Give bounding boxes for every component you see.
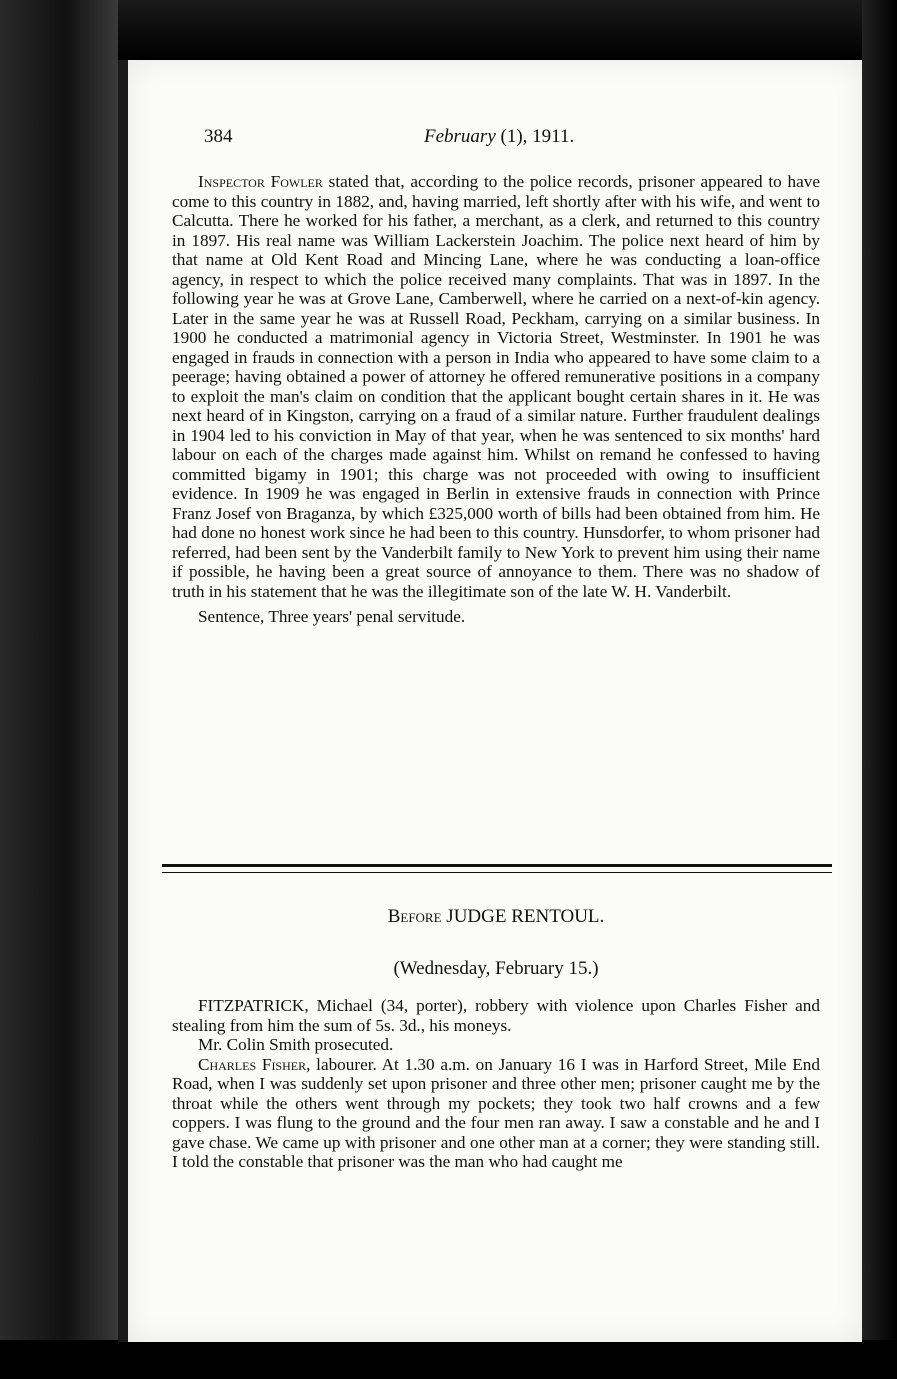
scan-top-edge — [0, 0, 897, 60]
police-record-text: stated that, according to the police records, prisoner appeared to have come to this country in 1882, and, having married, left shortly after with his wife, and went to Calcutta. There he worked for his father, a merchant, as a clerk, and returned to this country in 1897. His real name was William Lackerstein Joachim. The police next heard of him by that name at Old Kent Road and Mincing Lane, where he was conducting a loan-office agency, in respect to which the police received many complaints. That was in 1897. In the following year he was at Grove Lane, Camberwell, where he carried on a next-of-kin agency. Later in the same year he was at Russell Road, Peckham, carrying on a similar business. In 1900 he conducted a matrimonial agency in Victoria Street, Westminster. In 1901 he was engaged in frauds in connection with a person in India who appeared to have some claim to a peerage; having obtained a power of attorney he offered remunerative positions in a company to exploit the man's claim on condition that the applicant bought certain shares in it. He was next heard of in Kingston, carrying on a fraud of a similar nature. Further fraudulent dealings in 1904 led to his conviction in May of that year, when he was sentenced to six months' hard labour on each of the charges made against him. Whilst on remand he confessed to having committed bigamy in 1901; this charge was not proceeded with owing to insufficient evidence. In 1909 he was engaged in Berlin in extensive frauds in connection with Prince Franz Josef von Braganza, by which £325,000 worth of bills had been obtained from him. He had done no honest work since he had been to this country. Hunsdorfer, to whom prisoner had referred, had been sent by the Vanderbilt family to New York to prevent him using their name if possible, he having been a great source of annoyance to them. There was no shadow of truth in his statement that he was the illegitimate son of the late W. H. Vanderbilt. — [172, 172, 820, 601]
section-heading — [172, 906, 820, 928]
book-right-edge — [862, 0, 897, 1379]
heading-before: Before — [387, 906, 442, 927]
sentence-line: Sentence, Three years' penal servitude. — [198, 607, 466, 626]
header-month: February — [424, 126, 496, 147]
case-two-block — [172, 996, 820, 1172]
charge-paragraph: FITZPATRICK, Michael (34, porter), robbery with violence upon Charles Fisher and stealing from him the sum of 5s. 3d., his moneys. — [172, 996, 820, 1035]
section-rule-thick — [162, 864, 832, 867]
book-gutter — [118, 60, 128, 1342]
page-number: 384 — [204, 126, 233, 147]
speaker-name: Inspector Fowler — [198, 172, 323, 191]
date-line: (Wednesday, February 15.) — [393, 958, 599, 979]
witness-name: Charles Fisher — [198, 1054, 307, 1074]
book-page — [128, 60, 862, 1342]
scan-bottom-edge — [0, 1340, 897, 1379]
header-title — [424, 126, 574, 148]
prosecutor-line: Mr. Colin Smith prosecuted. — [198, 1035, 394, 1054]
section-rule-thin — [162, 872, 832, 873]
case-one-block — [172, 172, 820, 627]
book-left-edge — [0, 0, 118, 1379]
header-date: (1), 1911. — [495, 126, 575, 147]
witness-paragraph — [172, 1055, 820, 1172]
heading-judge: JUDGE RENTOUL. — [441, 906, 605, 927]
police-record-paragraph — [172, 172, 820, 601]
witness-text: , labourer. At 1.30 a.m. on January 16 I was in Harford Street, Mile End Road, when I was suddenly set upon prisoner and three other men; prisoner caught me by the throat while the others went through my pockets; they took two half crowns and a few coppers. I was flung to the ground and the four men ran away. I saw a constable and he and I gave chase. We came up with prisoner and one other man at a corner; they were standing still. I told the constable that prisoner was the man who had caught me — [172, 1054, 820, 1171]
